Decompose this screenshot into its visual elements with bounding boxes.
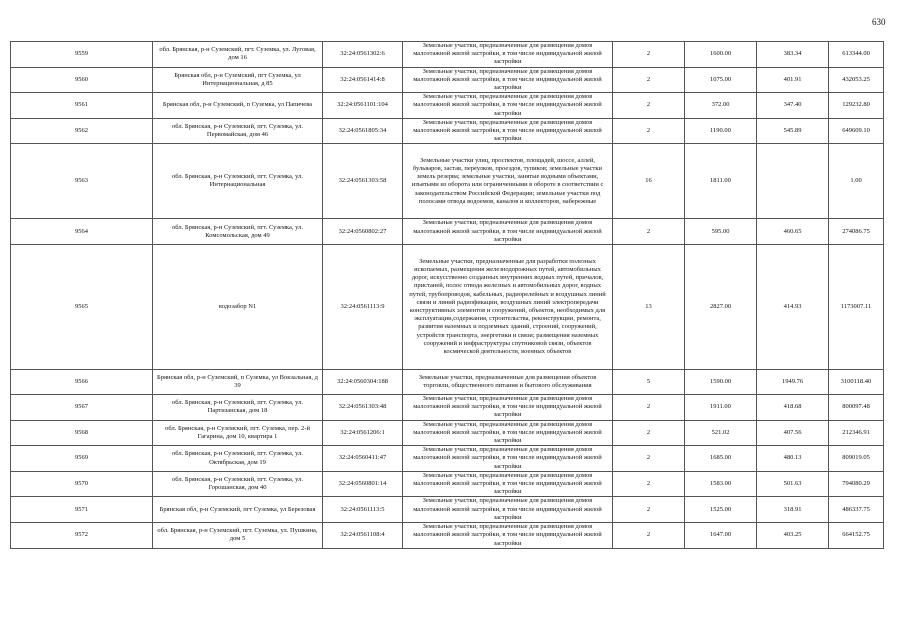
cadastral-number-cell: 32:24:0561414:8 (323, 67, 403, 93)
land-use-cell: Земельные участки, предназначенные для размещения домов малоэтажной жилой застройки, в том числе индивидуальной жилой застройки (403, 93, 613, 119)
use-group-cell: 16 (613, 144, 685, 219)
area-cell: 2827.00 (685, 245, 757, 370)
specific-value-cell (757, 144, 829, 219)
cadastral-number-cell: 32:24:0560411:47 (323, 446, 403, 472)
cadastral-number-cell: 32:24:0560801:14 (323, 471, 403, 497)
use-group-cell: 2 (613, 523, 685, 549)
use-group-cell: 2 (613, 93, 685, 119)
use-group-cell: 13 (613, 245, 685, 370)
land-use-cell: Земельные участки, предназначенные для размещения домов малоэтажной жилой застройки, в том числе индивидуальной жилой застройки (403, 42, 613, 68)
row-number-cell: 9560 (11, 67, 153, 93)
cadastral-value-cell: 274086.75 (829, 219, 884, 245)
address-cell: обл. Брянская, р-н Суземский, пгт. Суземка, ул. Интернациональная (153, 144, 323, 219)
table-row (11, 245, 884, 370)
row-number-cell: 9572 (11, 523, 153, 549)
table-row (11, 420, 884, 446)
cadastral-value-cell: 800097.48 (829, 395, 884, 421)
cadastral-number-cell: 32:24:0561303:58 (323, 144, 403, 219)
land-use-cell: Земельные участки, предназначенные для размещения домов малоэтажной жилой застройки, в том числе индивидуальной жилой застройки (403, 471, 613, 497)
table-row (11, 523, 884, 549)
use-group-cell: 2 (613, 497, 685, 523)
address-cell: обл. Брянская, р-н Суземский, пгт. Суземка, пер. 2-й Гагарина, дом 10, квартира 1 (153, 420, 323, 446)
specific-value-cell: 460.65 (757, 219, 829, 245)
area-cell: 372.00 (685, 93, 757, 119)
table-row (11, 67, 884, 93)
cadastral-value-cell: 3100118.40 (829, 370, 884, 395)
cadastral-value-cell: 649609.10 (829, 118, 884, 144)
land-use-cell: Земельные участки улиц, проспектов, площадей, шоссе, аллей, бульваров, застав, переулков, проездов, тупиков; земельные участки земель резерва; земельные участки, занятые водными объектами, изъятыми из оборота или ограниченными в обороте в соответствии с законодательством Российской Федерации; земельные участки под полосами отвода водоемов, каналов и коллекторов, набережные (403, 144, 613, 219)
address-cell: Брянская обл, р-н Суземский, пгт Суземка, ул Интернациональная, д 85 (153, 67, 323, 93)
land-use-cell: Земельные участки, предназначенные для размещения домов малоэтажной жилой застройки, в том числе индивидуальной жилой застройки (403, 497, 613, 523)
cadastral-number-cell: 32:24:0560304:188 (323, 370, 403, 395)
row-number-cell: 9570 (11, 471, 153, 497)
area-cell: 1190.00 (685, 118, 757, 144)
table-row (11, 93, 884, 119)
area-cell: 1590.00 (685, 370, 757, 395)
cadastral-value-cell: 1.00 (829, 144, 884, 219)
address-cell: водозабор N1 (153, 245, 323, 370)
table-row (11, 219, 884, 245)
cadastral-value-cell: 432053.25 (829, 67, 884, 93)
row-number-cell: 9559 (11, 42, 153, 68)
address-cell: обл. Брянская, р-н Суземский, пгт. Суземка, ул. Луговая, дом 16 (153, 42, 323, 68)
table-row (11, 118, 884, 144)
specific-value-cell: 480.13 (757, 446, 829, 472)
specific-value-cell: 545.89 (757, 118, 829, 144)
cadastral-number-cell: 32:24:0561302:6 (323, 42, 403, 68)
row-number-cell: 9567 (11, 395, 153, 421)
table-row (11, 42, 884, 68)
cadastral-number-cell: 32:24:0561113:9 (323, 245, 403, 370)
cadastral-number-cell: 32:24:0561303:48 (323, 395, 403, 421)
page-number: 630 (872, 17, 886, 27)
specific-value-cell: 318.91 (757, 497, 829, 523)
area-cell: 1911.00 (685, 395, 757, 421)
specific-value-cell: 418.68 (757, 395, 829, 421)
cadastral-value-cell: 129232.80 (829, 93, 884, 119)
row-number-cell: 9569 (11, 446, 153, 472)
table-row (11, 497, 884, 523)
use-group-cell: 2 (613, 446, 685, 472)
address-cell: обл. Брянская, р-н Суземский, пгт. Суземка, ул. Горошанская, дом 40 (153, 471, 323, 497)
use-group-cell: 2 (613, 67, 685, 93)
address-cell: обл. Брянская, р-н Суземский, пгт. Суземка, ул. Комсомольская, дом 49 (153, 219, 323, 245)
address-cell: Брянская обл, р-н Суземский, пгт Суземка, ул Березовая (153, 497, 323, 523)
specific-value-cell: 347.40 (757, 93, 829, 119)
cadastral-value-cell: 486337.75 (829, 497, 884, 523)
area-cell: 595.00 (685, 219, 757, 245)
cadastral-value-table (10, 41, 884, 549)
row-number-cell: 9568 (11, 420, 153, 446)
address-cell: обл. Брянская, р-н Суземский, пгт. Суземка, ул. Первомайская, дом 46 (153, 118, 323, 144)
use-group-cell: 5 (613, 370, 685, 395)
area-cell: 1583.00 (685, 471, 757, 497)
area-cell: 1525.00 (685, 497, 757, 523)
row-number-cell: 9562 (11, 118, 153, 144)
land-use-cell: Земельные участки, предназначенные для размещения домов малоэтажной жилой застройки, в том числе индивидуальной жилой застройки (403, 67, 613, 93)
area-cell: 1811.00 (685, 144, 757, 219)
use-group-cell: 2 (613, 471, 685, 497)
address-cell: Брянская обл, р-н Суземский, п Суземка, ул Вокзальная, д 39 (153, 370, 323, 395)
table-row (11, 446, 884, 472)
cadastral-number-cell: 32:24:0561113:5 (323, 497, 403, 523)
land-use-cell: Земельные участки, предназначенные для разработки полезных ископаемых, размещения железнодорожных путей, автомобильных дорог, искусственно созданных внутренних водных путей, причалов, пристаней, полос отвода железных и автомобильных дорог, водных путей, трубопроводов, кабельных, радиорелейных и воздушных линий связи и линий радиофикации, воздушных линий электропередачи конструктивных элементов и сооружений, объектов, необходимых для эксплуатации,содержания, строительства, реконструкции, ремонта, развития наземных и подземных зданий, строений, сооружений, устройств транспорта, энергетики и связи; размещения наземных сооружений и инфраструктуры спутниковой связи, объектов космической деятельности, военных объектов (403, 245, 613, 370)
land-use-cell: Земельные участки, предназначенные для размещения объектов торговли, общественного питания и бытового обслуживания (403, 370, 613, 395)
land-use-cell: Земельные участки, предназначенные для размещения домов малоэтажной жилой застройки, в том числе индивидуальной жилой застройки (403, 395, 613, 421)
use-group-cell: 2 (613, 42, 685, 68)
land-use-cell: Земельные участки, предназначенные для размещения домов малоэтажной жилой застройки, в том числе индивидуальной жилой застройки (403, 446, 613, 472)
cadastral-number-cell: 32:24:0561108:4 (323, 523, 403, 549)
address-cell: Брянская обл, р-н Суземский, п Суземка, ул Папичева (153, 93, 323, 119)
area-cell: 1685.00 (685, 446, 757, 472)
table-row (11, 395, 884, 421)
specific-value-cell: 401.91 (757, 67, 829, 93)
land-use-cell: Земельные участки, предназначенные для размещения домов малоэтажной жилой застройки, в том числе индивидуальной жилой застройки (403, 219, 613, 245)
use-group-cell: 2 (613, 118, 685, 144)
land-use-cell: Земельные участки, предназначенные для размещения домов малоэтажной жилой застройки, в том числе индивидуальной жилой застройки (403, 118, 613, 144)
cadastral-number-cell: 32:24:0561805:34 (323, 118, 403, 144)
land-use-cell: Земельные участки, предназначенные для размещения домов малоэтажной жилой застройки, в том числе индивидуальной жилой застройки (403, 523, 613, 549)
cadastral-number-cell: 32:24:0561101:104 (323, 93, 403, 119)
area-cell: 1075.00 (685, 67, 757, 93)
row-number-cell: 9563 (11, 144, 153, 219)
cadastral-value-cell: 1173007.11 (829, 245, 884, 370)
address-cell: обл. Брянская, р-н Суземский, пгт. Суземка, ул. Партизанская, дом 18 (153, 395, 323, 421)
area-cell: 521.02 (685, 420, 757, 446)
use-group-cell: 2 (613, 395, 685, 421)
cadastral-value-cell: 809019.05 (829, 446, 884, 472)
land-use-cell: Земельные участки, предназначенные для размещения домов малоэтажной жилой застройки, в том числе индивидуальной жилой застройки (403, 420, 613, 446)
address-cell: обл. Брянская, р-н Суземский, пгт. Суземка, ул. Пушкина, дом 5 (153, 523, 323, 549)
specific-value-cell: 501.63 (757, 471, 829, 497)
row-number-cell: 9565 (11, 245, 153, 370)
row-number-cell: 9564 (11, 219, 153, 245)
row-number-cell: 9566 (11, 370, 153, 395)
table-row (11, 370, 884, 395)
table-row (11, 471, 884, 497)
specific-value-cell: 414.93 (757, 245, 829, 370)
specific-value-cell: 403.25 (757, 523, 829, 549)
use-group-cell: 2 (613, 420, 685, 446)
cadastral-value-cell: 794080.29 (829, 471, 884, 497)
cadastral-value-cell: 212346.91 (829, 420, 884, 446)
address-cell: обл. Брянская, р-н Суземский, пгт. Суземка, ул. Октябрьская, дом 19 (153, 446, 323, 472)
specific-value-cell: 1949.76 (757, 370, 829, 395)
row-number-cell: 9561 (11, 93, 153, 119)
area-cell: 1600.00 (685, 42, 757, 68)
cadastral-value-cell: 613344.00 (829, 42, 884, 68)
cadastral-number-cell: 32:24:0561206:1 (323, 420, 403, 446)
cadastral-value-cell: 664152.75 (829, 523, 884, 549)
specific-value-cell: 383.34 (757, 42, 829, 68)
row-number-cell: 9571 (11, 497, 153, 523)
table-row (11, 144, 884, 219)
specific-value-cell: 407.56 (757, 420, 829, 446)
area-cell: 1647.00 (685, 523, 757, 549)
cadastral-number-cell: 32:24:0560802:27 (323, 219, 403, 245)
use-group-cell: 2 (613, 219, 685, 245)
